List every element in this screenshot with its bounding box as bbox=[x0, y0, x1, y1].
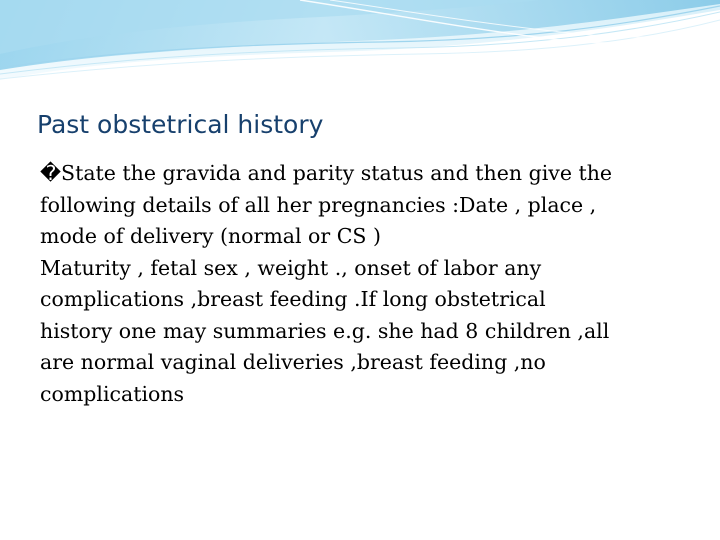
paragraph-1-line-1-text: State the gravida and parity status and then give the bbox=[61, 161, 613, 185]
paragraph-1-line-2: following details of all her pregnancies :Date , place , bbox=[40, 192, 597, 217]
paragraph-2-line-2: complications ,breast feeding .If long obstetrical bbox=[40, 287, 546, 311]
paragraph-2-line-5: complications bbox=[40, 381, 185, 406]
slide-title: Past obstetrical history bbox=[37, 110, 324, 139]
slide-body bbox=[40, 158, 700, 410]
header-wave-decoration bbox=[0, 0, 720, 90]
paragraph-1-line-1 bbox=[40, 158, 700, 190]
paragraph-2-line-3: history one may summaries e.g. she had 8 children ,all bbox=[40, 318, 610, 343]
paragraph-1-line-3: mode of delivery (normal or CS ) bbox=[40, 224, 381, 248]
paragraph-2 bbox=[40, 253, 700, 411]
paragraph-1 bbox=[40, 158, 700, 253]
bullet-icon: � bbox=[40, 161, 62, 185]
paragraph-2-line-1: Maturity , fetal sex , weight ., onset of labor any bbox=[40, 255, 542, 280]
paragraph-2-line-4: are normal vaginal deliveries ,breast feeding ,no bbox=[40, 350, 546, 374]
